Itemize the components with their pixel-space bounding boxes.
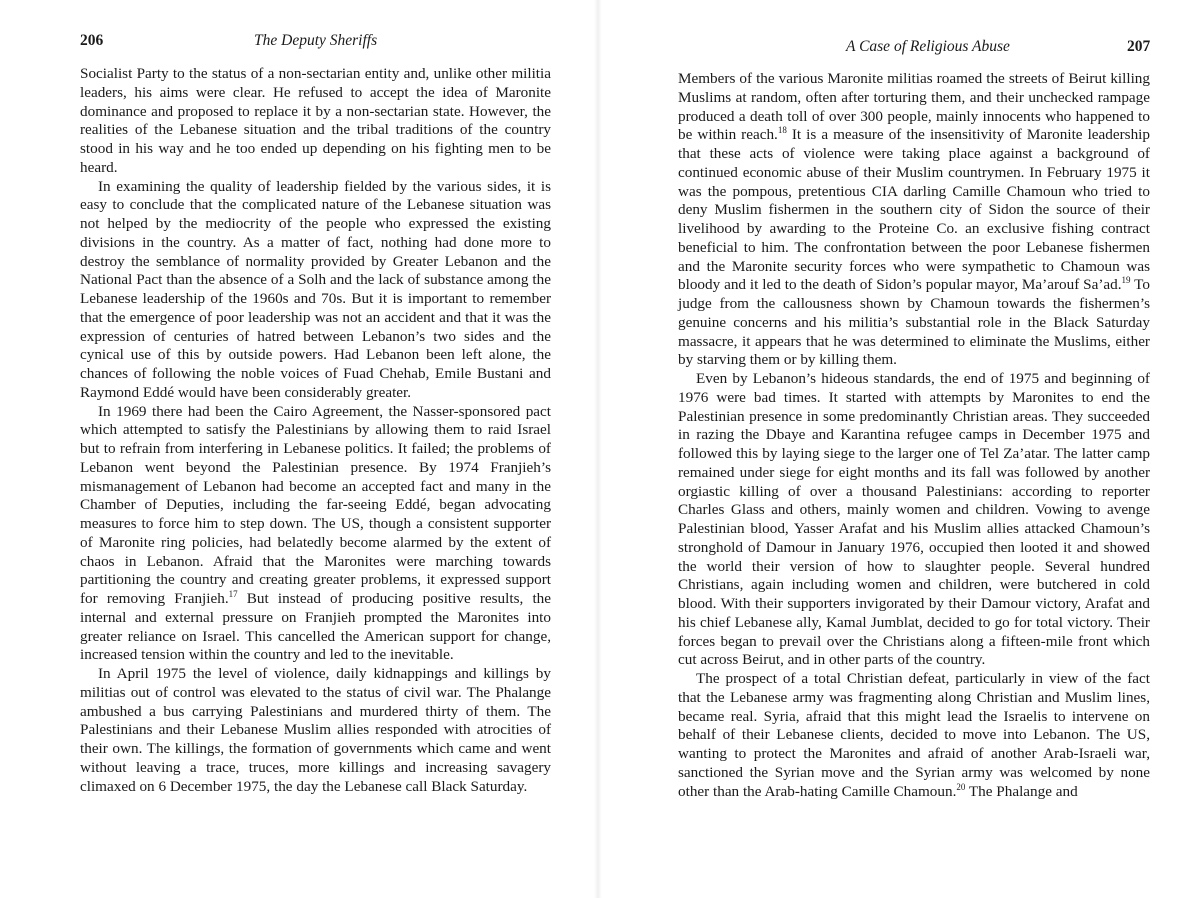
right-page <box>597 0 1195 898</box>
right-paragraph-1-text: Members of the various Maronite militias roamed the streets of Beirut killing Muslims at random, often after torturing them, and their unchecked rampage produced a death toll of over 300 people, mainly innocents who happened to be within reach. <box>678 70 1150 144</box>
right-paragraph-1-tail2: To judge from the callousness shown by Chamoun towards the fishermen’s genuine concerns and his militia’s substantial role in the Black Saturday massacre, it appears that he was determined to eliminate the Muslims, either by starving them or by killing them. <box>678 276 1150 369</box>
right-body-text <box>678 70 1150 801</box>
left-running-title: The Deputy Sheriffs <box>254 32 378 49</box>
footnote-17: 17 <box>228 589 238 599</box>
left-paragraph-3-text: In 1969 there had been the Cairo Agreement, the Nasser-sponsored pact which attempted to satisfy the Palestinians by allowing them to raid Israel but to refrain from interfering in Lebanese politics. It failed; the problems of Lebanon went beyond the Palestinian presence. By 1974 Franjieh’s mismanagement of Lebanon had become an accepted fact and many in the Chamber of Deputies, including the far-seeing Eddé, began advocating measures to force him to step down. The US, though a consistent supporter of Maronite ring policies, had belatedly become alarmed by the extent of chaos in Lebanon. Afraid that the Maronites were marching towards partitioning the country and creating greater problems, it expressed support for removing Franjieh. <box>80 402 551 607</box>
footnote-20: 20 <box>956 781 966 792</box>
footnote-19: 19 <box>1121 275 1131 286</box>
right-paragraph-3-text: The prospect of a total Christian defeat, particularly in view of the fact that the Lebanese army was fragmenting along Christian and Muslim lines, became real. Syria, afraid that this might lead the Israelis to intervene on behalf of their Lebanese clients, decided to move into Lebanon. The US, wanting to protect the Maronites and afraid of another Arab-Israeli war, sanctioned the Syrian move and the Syrian army was welcomed by none other than the Arab-hating Camille Chamoun. <box>678 670 1150 800</box>
left-body-text <box>80 65 551 796</box>
left-paragraph-3 <box>80 403 551 666</box>
right-running-title: A Case of Religious Abuse <box>846 38 1010 55</box>
left-paragraph-4: In April 1975 the level of violence, daily kidnappings and killings by militias out of control was elevated to the status of civil war. The Phalange ambushed a bus carrying Palestinians and murdered thirty of them. The Palestinians and their Lebanese Muslim allies responded with atrocities of their own. The killings, the formation of governments which came and went without leaving a trace, truces, more killings and increasing savagery climaxed on 6 December 1975, the day the Lebanese call Black Saturday. <box>80 665 551 795</box>
right-paragraph-1 <box>678 70 1150 370</box>
left-page <box>0 0 597 898</box>
footnote-18: 18 <box>777 125 787 136</box>
left-paragraph-3-tail: But instead of producing positive results, the internal and external pressure on Franjieh prompted the Maronites into greater reliance on Israel. This cancelled the American support for change, increased tension within the country and led to the inevitable. <box>80 590 551 664</box>
right-paragraph-1-tail: It is a measure of the insensitivity of Maronite leadership that these acts of violence were taking place against a background of continued economic abuse of their Muslim countrymen. In February 1975 it was the pompous, pretentious CIA darling Camille Chamoun who tried to deny Muslim fishermen in the southern city of Sidon the source of their livelihood by awarding to the Proteine Co. an exclusive fishing contract beneficial to him. The confrontation between the poor Lebanese fishermen and the Maronite security forces who were sympathetic to Chamoun was bloody and it led to the death of Sidon’s popular mayor, Ma’arouf Sa’ad. <box>678 126 1150 294</box>
left-page-number: 206 <box>80 32 104 49</box>
left-paragraph-1: Socialist Party to the status of a non-sectarian entity and, unlike other militia leaders, his aims were clear. He refused to accept the idea of Maronite dominance and proposed to replace it by a non-sectarian state. However, the realities of the Lebanese situation and the tribal traditions of the country stood in his way and he too ended up depending on his fighting men to be heard. <box>80 65 551 176</box>
right-paragraph-2: Even by Lebanon’s hideous standards, the end of 1975 and beginning of 1976 were bad times. It started with attempts by Maronites to end the Palestinian presence in some predominantly Christian areas. They succeeded in razing the Dbaye and Karantina refugee camps in December 1975 and followed this by laying siege to the larger one of Tel Za’atar. The latter camp remained under siege for eight months and its fall was followed by another orgiastic killing of over a thousand Palestinians: according to reporter Charles Glass and others, mainly women and children. Vowing to avenge Palestinian blood, Yasser Arafat and his Muslim allies attacked Chamoun’s stronghold of Damour in January 1976, occupied then looted it and showed the world their version of how to slaughter people. Several hundred Christians, again including women and children, were butchered in cold blood. With their supporters invigorated by their Damour victory, Arafat and his chief Lebanese ally, Kamal Jumblat, decided to go for total victory. Their forces began to prevail over the Christians along a fifteen-mile front which cut across Beirut, and in other parts of the country. <box>678 370 1150 669</box>
right-paragraph-3 <box>678 670 1150 801</box>
left-paragraph-2: In examining the quality of leadership fielded by the various sides, it is easy to conclude that the complicated nature of the Lebanese situation was not helped by the mediocrity of the people who expressed the existing divisions in the country. As a matter of fact, nothing had done more to destroy the semblance of normality provided by Greater Lebanon and the National Pact than the absence of a Solh and the lack of substance among the Lebanese leadership of the 1960s and 70s. But it is important to remember that the emergence of poor leadership was not an accident and that it was the expression of centuries of hatred between Lebanon’s two sides and the cynical use of this by outside powers. Had Lebanon been left alone, the chances of following the noble voices of Fuad Chehab, Emile Bustani and Raymond Eddé would have been considerably greater. <box>80 177 551 401</box>
right-page-number: 207 <box>1127 38 1151 55</box>
right-paragraph-3-tail: The Phalange and <box>965 782 1078 800</box>
